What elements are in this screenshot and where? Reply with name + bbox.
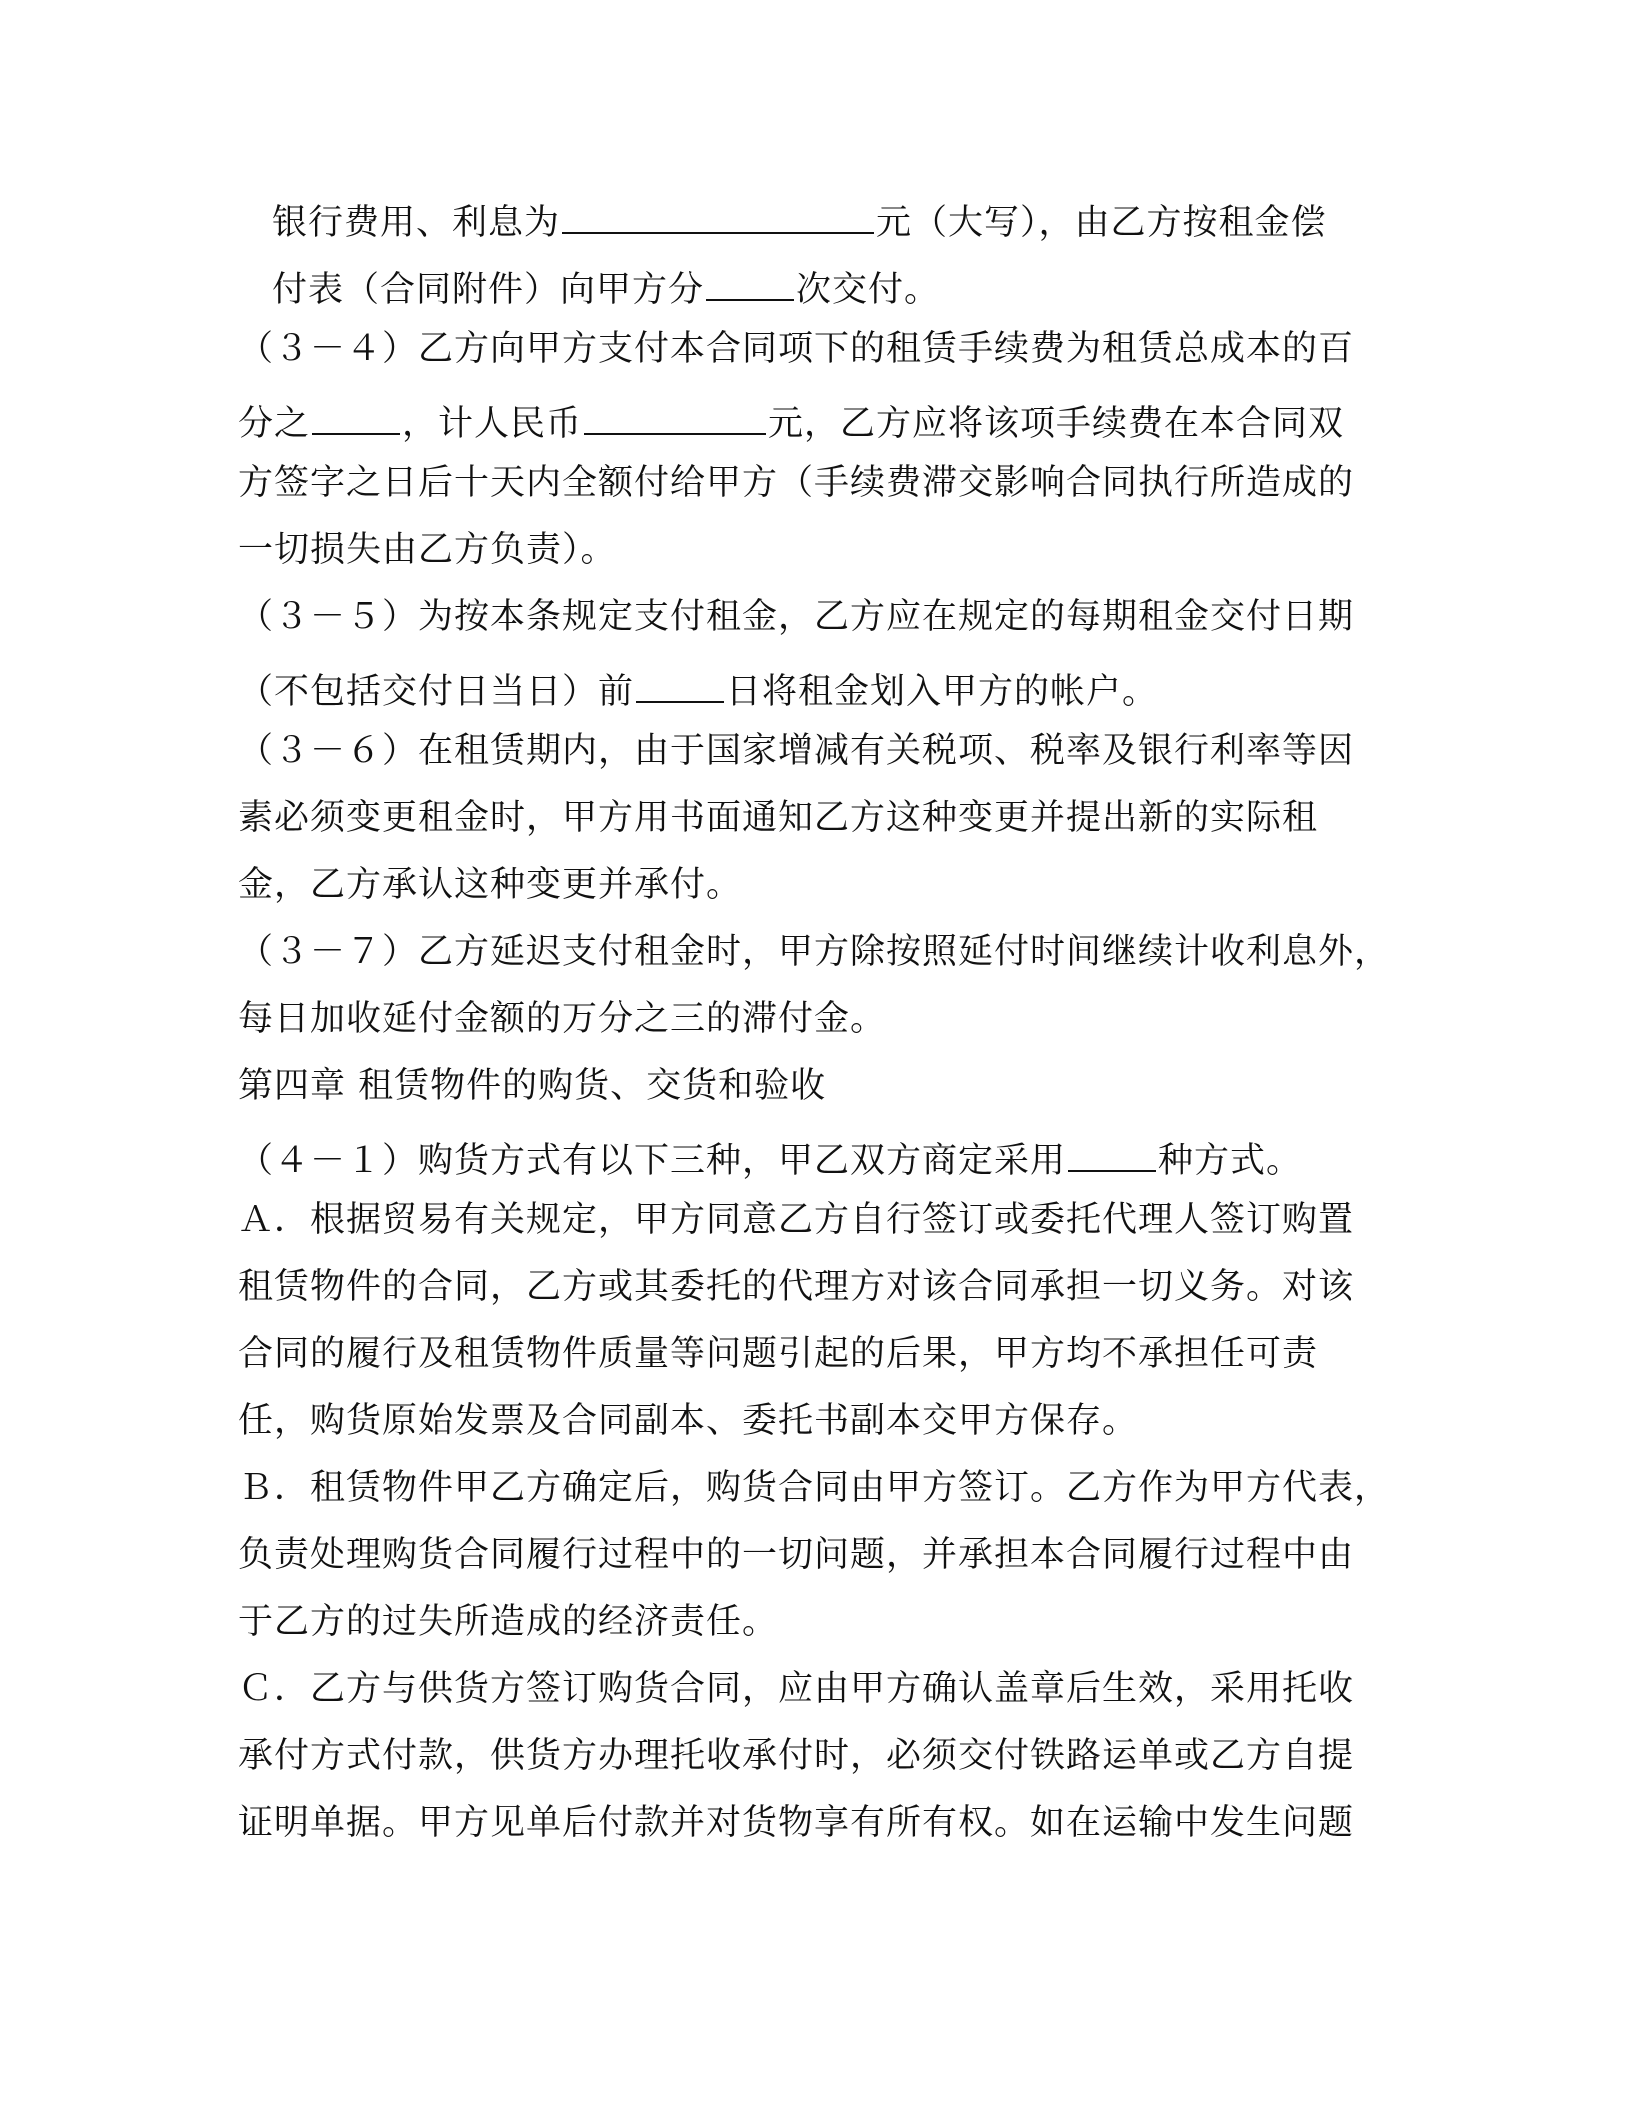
text-line: （３－５）为按本条规定支付租金，乙方应在规定的每期租金交付日期 <box>238 597 1355 637</box>
text-line: 任，购货原始发票及合同副本、委托书副本交甲方保存。 <box>238 1401 1139 1441</box>
fill-blank <box>562 198 874 234</box>
fill-blank <box>636 667 724 703</box>
text-line: （４－１）购货方式有以下三种，甲乙双方商定采用 种方式。 <box>238 1136 1302 1179</box>
text-line: 承付方式付款，供货方办理托收承付时，必须交付铁路运单或乙方自提 <box>238 1736 1355 1776</box>
fill-blank <box>706 265 794 301</box>
text-line: 于乙方的过失所造成的经济责任。 <box>238 1602 779 1642</box>
text-line: Ｂ．租赁物件甲乙方确定后，购货合同由甲方签订。乙方作为甲方代表， <box>238 1468 1391 1508</box>
text-line: （３－４）乙方向甲方支付本合同项下的租赁手续费为租赁总成本的百 <box>238 329 1355 369</box>
text-line: （不包括交付日当日）前 日将租金划入甲方的帐户。 <box>238 667 1158 710</box>
fill-blank <box>312 399 400 435</box>
fill-blank <box>1068 1136 1156 1172</box>
text-line: 付表（合同附件）向甲方分 次交付。 <box>272 265 940 308</box>
text-line: （３－６）在租赁期内，由于国家增减有关税项、税率及银行利率等因 <box>238 731 1355 771</box>
text-line: 每日加收延付金额的万分之三的滞付金。 <box>238 999 887 1039</box>
text-line: 金，乙方承认这种变更并承付。 <box>238 865 743 905</box>
text-line: 素必须变更租金时，甲方用书面通知乙方这种变更并提出新的实际租 <box>238 798 1319 838</box>
text-line: 负责处理购货合同履行过程中的一切问题，并承担本合同履行过程中由 <box>238 1535 1355 1575</box>
text-line: Ｃ．乙方与供货方签订购货合同，应由甲方确认盖章后生效，采用托收 <box>238 1669 1355 1709</box>
text-line: （３－７）乙方延迟支付租金时，甲方除按照延付时间继续计收利息外， <box>238 932 1391 972</box>
text-line: 合同的履行及租赁物件质量等问题引起的后果，甲方均不承担任可责 <box>238 1334 1319 1374</box>
chapter-heading: 第四章 租赁物件的购货、交货和验收 <box>238 1066 827 1106</box>
text-line: 方签字之日后十天内全额付给甲方（手续费滞交影响合同执行所造成的 <box>238 463 1355 503</box>
text-line: Ａ．根据贸易有关规定，甲方同意乙方自行签订或委托代理人签订购置 <box>238 1200 1355 1240</box>
text-line: 租赁物件的合同，乙方或其委托的代理方对该合同承担一切义务。对该 <box>238 1267 1355 1307</box>
text-line: 银行费用、利息为 元（大写），由乙方按租金偿 <box>272 198 1327 241</box>
text-line: 证明单据。甲方见单后付款并对货物享有所有权。如在运输中发生问题 <box>238 1803 1355 1843</box>
fill-blank <box>584 399 766 435</box>
text-line: 一切损失由乙方负责）。 <box>238 530 617 570</box>
text-line: 分之 ，计人民币 元，乙方应将该项手续费在本合同双 <box>238 399 1344 442</box>
